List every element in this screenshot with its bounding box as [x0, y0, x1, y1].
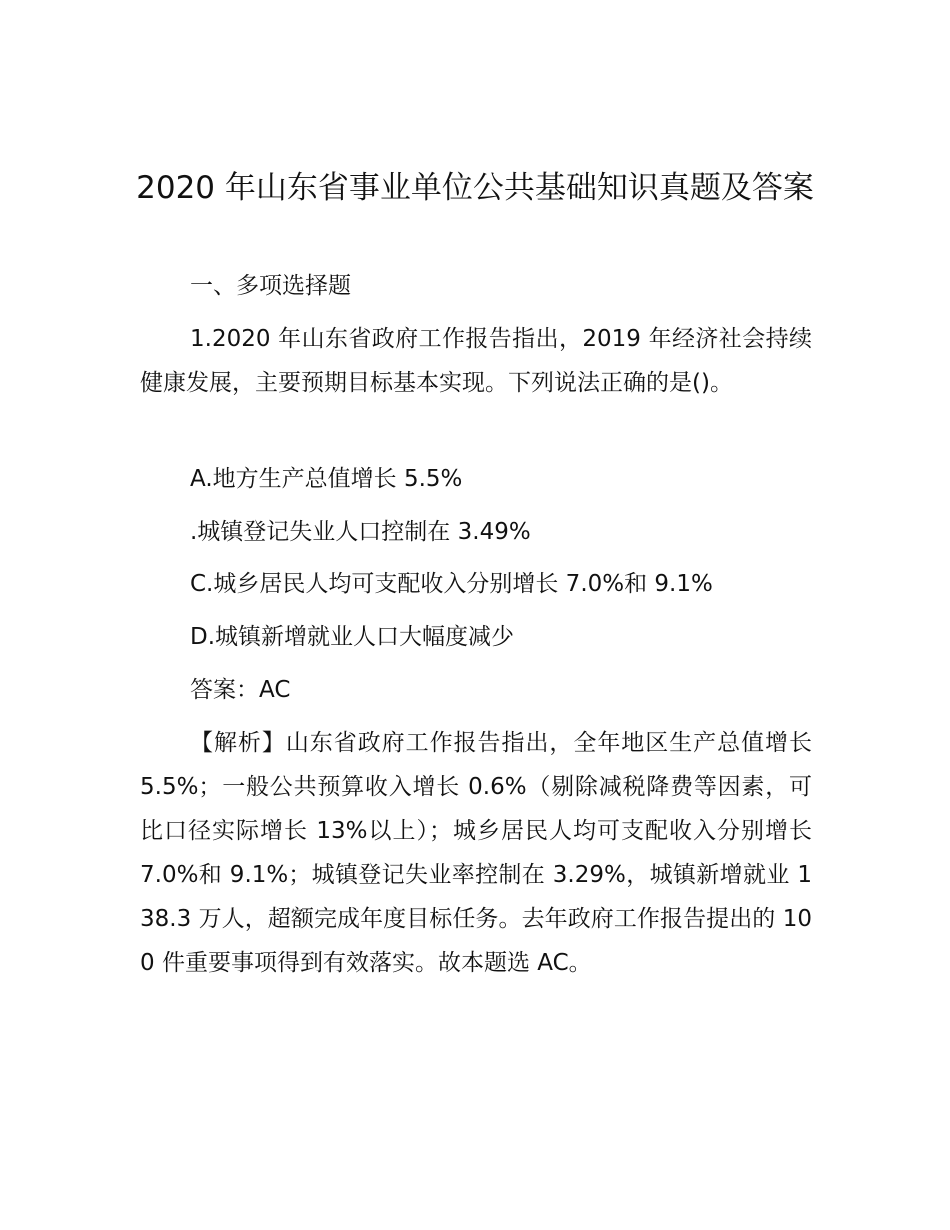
- option-c: C.城乡居民人均可支配收入分别增长 7.0%和 9.1%: [190, 571, 713, 597]
- document-title: 2020 年山东省事业单位公共基础知识真题及答案: [136, 170, 814, 206]
- option-b: .城镇登记失业人口控制在 3.49%: [190, 519, 531, 545]
- question-stem: 1.2020 年山东省政府工作报告指出，2019 年经济社会持续健康发展，主要预期目标基本实现。下列说法正确的是()。: [140, 326, 812, 396]
- analysis-paragraph: 【解析】山东省政府工作报告指出，全年地区生产总值增长 5.5%；一般公共预算收入增长 0.6%（剔除减税降费等因素，可比口径实际增长 13%以上）；城乡居民人均可支配收入分别增长 7.0%和 9.1%；城镇登记失业率控制在 3.29%，城镇新增就业 138.3 万人，超额完成年度目标任务。去年政府工作报告提出的 100 件重要事项得到有效落实。故本题选 AC。: [140, 730, 812, 976]
- option-a: A.地方生产总值增长 5.5%: [190, 466, 463, 492]
- option-d: D.城镇新增就业人口大幅度减少: [190, 624, 515, 650]
- answer-line: 答案：AC: [190, 677, 291, 703]
- section-heading: 一、多项选择题: [190, 273, 351, 299]
